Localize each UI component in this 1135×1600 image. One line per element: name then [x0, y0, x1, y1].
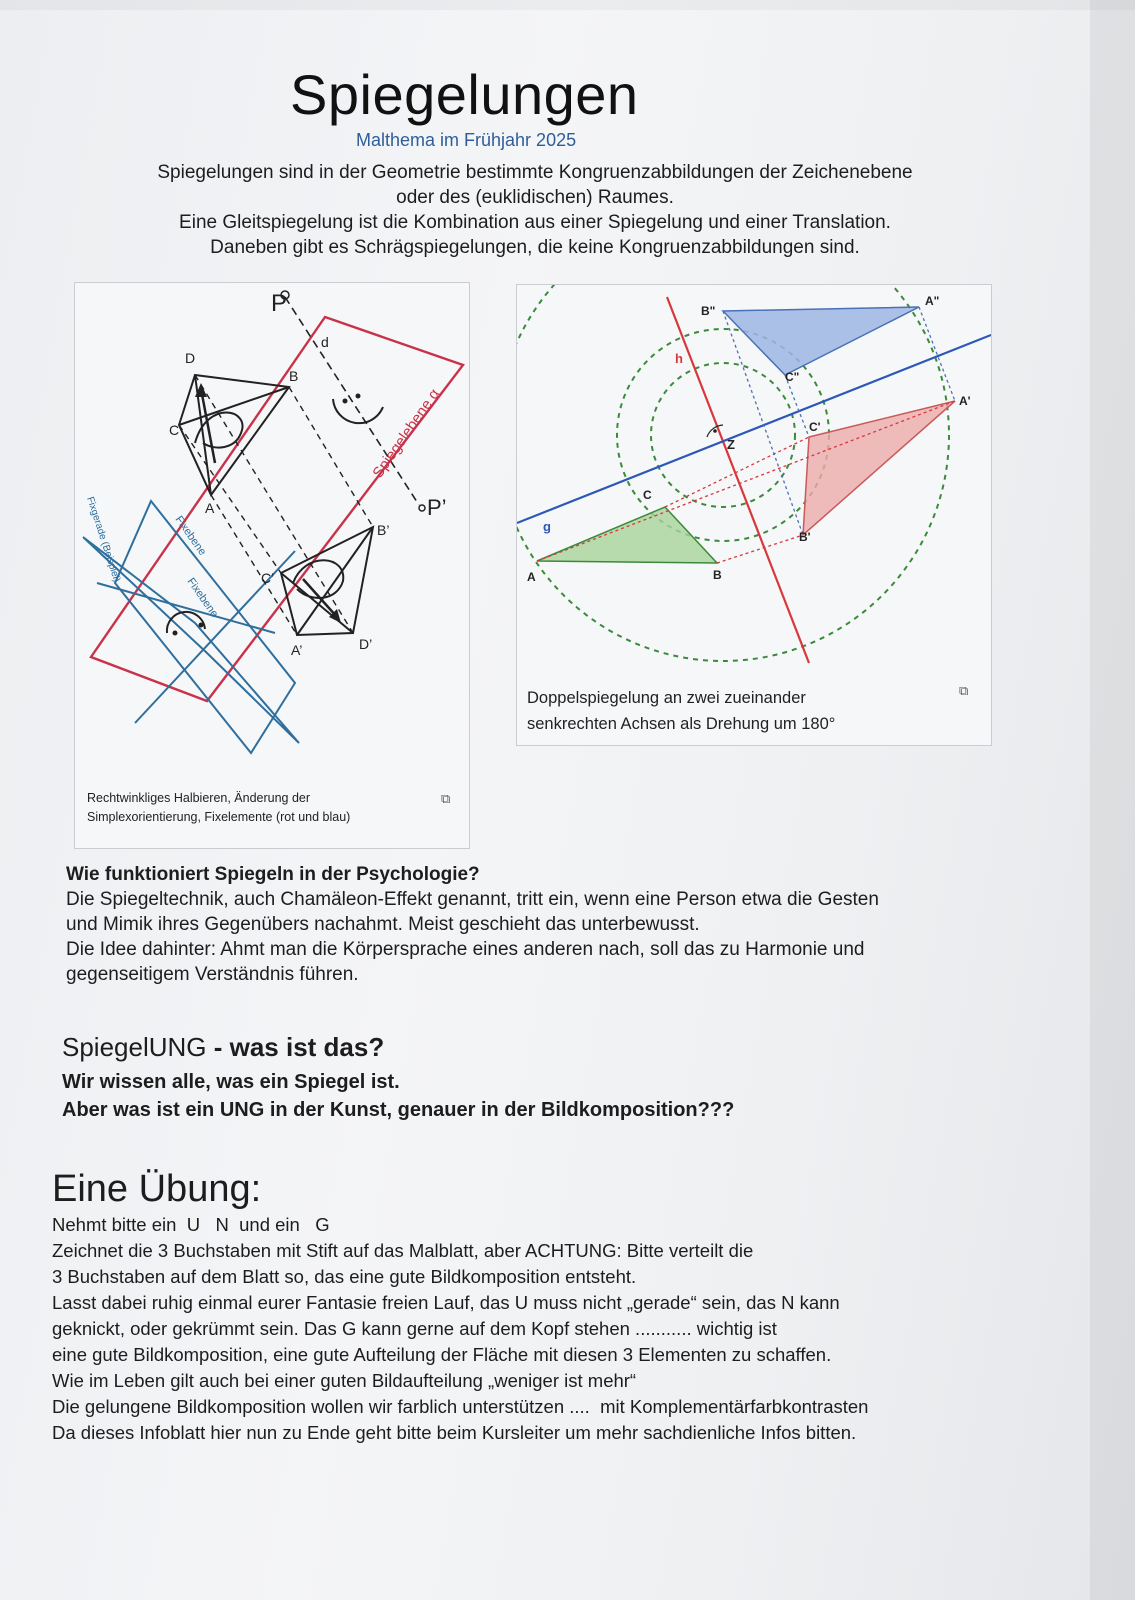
exercise-line: 3 Buchstaben auf dem Blatt so, das eine gute Bildkomposition entsteht.	[52, 1266, 637, 1287]
intro-line: oder des (euklidischen) Raumes.	[396, 187, 674, 208]
exercise-line: Lasst dabei ruhig einmal eurer Fantasie freien Lauf, das U muss nicht „gerade“ sein, das N kann	[52, 1292, 840, 1313]
label-a: A	[205, 500, 215, 516]
page-subtitle: Malthema im Frühjahr 2025	[356, 130, 577, 150]
figure-double-reflection	[516, 284, 992, 746]
caption-line: Rechtwinkliges Halbieren, Änderung der	[87, 791, 311, 805]
ung-heading	[62, 1032, 384, 1063]
exercise-line: Da dieses Infoblatt hier nun zu Ende geht bitte beim Kursleiter um mehr sachdienliche Infos bitten.	[52, 1422, 857, 1443]
label-c1: C'	[809, 420, 821, 434]
tetra-edge	[179, 387, 289, 425]
figure-reflection-plane	[74, 282, 470, 849]
paper-edge	[0, 0, 1135, 10]
caption-line: Simplexorientierung, Fixelemente (rot und blau)	[87, 810, 351, 824]
circle-c	[651, 363, 795, 507]
connector	[289, 387, 373, 527]
connector-a2	[919, 307, 955, 401]
connector	[195, 375, 353, 633]
connector-a	[537, 401, 955, 561]
label-b-prime: B’	[377, 522, 390, 538]
caption-line: senkrechten Achsen als Drehung um 180°	[527, 715, 836, 733]
label-a: A	[527, 570, 536, 584]
double-reflection-diagram	[517, 285, 991, 680]
ung-text	[62, 1068, 734, 1124]
connector	[211, 495, 297, 635]
fix-dot	[173, 631, 178, 636]
label-c2: C"	[785, 370, 800, 384]
triangle-a1b1c1	[803, 401, 955, 535]
psychology-section	[66, 862, 1066, 987]
figure-right-caption	[527, 685, 835, 737]
label-d: D	[185, 350, 196, 366]
exercise-line: eine gute Bildkomposition, eine gute Aufteilung der Fläche mit diesen 3 Elementen zu schaffen.	[52, 1344, 832, 1365]
figure-left-caption	[87, 789, 350, 827]
fix-dot	[199, 623, 204, 628]
exercise-line: Nehmt bitte ein U N und ein G	[52, 1214, 330, 1235]
intro-line: Spiegelungen sind in der Geometrie bestimmte Kongruenzabbildungen der Zeichenebene	[157, 162, 913, 183]
label-d-small: d	[321, 334, 329, 350]
label-spiegelebene: Spiegelebene α	[369, 385, 444, 482]
label-a2: A"	[925, 294, 940, 308]
label-fixgerade: Fixgerade (Beispiel)	[84, 495, 123, 584]
triangle-abc	[537, 507, 717, 563]
label-p-prime: P’	[427, 495, 447, 520]
exercise-line: Wie im Leben gilt auch bei einer guten Bildaufteilung „weniger ist mehr“	[52, 1370, 637, 1391]
expand-icon[interactable]: ⧉	[441, 791, 451, 806]
label-b1: B'	[799, 530, 811, 544]
label-c-prime: C’	[261, 570, 275, 586]
paper-shadow	[1090, 0, 1135, 1600]
label-d-prime: D’	[359, 636, 373, 652]
p-line	[285, 297, 419, 505]
reflection-plane-diagram	[75, 283, 469, 783]
label-p: P	[271, 290, 288, 317]
label-b2: B"	[701, 304, 716, 318]
exercise-line: geknickt, oder gekrümmt sein. Das G kann gerne auf dem Kopf stehen ........... wichtig ist	[52, 1318, 777, 1339]
page-title: Spiegelungen	[290, 63, 639, 126]
label-b: B	[289, 368, 299, 384]
label-c: C	[643, 488, 652, 502]
point-p-prime	[419, 505, 425, 511]
angle-dot	[356, 394, 361, 399]
ung-heading-part1: SpiegelUNG	[62, 1032, 207, 1062]
circle-a	[517, 285, 949, 661]
angle-dot	[713, 429, 717, 433]
ung-line: Aber was ist ein UNG in der Kunst, genauer in der Bildkomposition???	[62, 1099, 735, 1121]
psychology-question: Wie funktioniert Spiegeln in der Psychologie?	[66, 864, 480, 885]
intro-line: Eine Gleitspiegelung ist die Kombination aus einer Spiegelung und einer Translation.	[179, 212, 891, 233]
exercise-heading: Eine Übung:	[52, 1168, 262, 1210]
triangle-a2b2c2	[723, 307, 919, 375]
exercise-line: Zeichnet die 3 Buchstaben mit Stift auf das Malblatt, aber ACHTUNG: Bitte verteilt die	[52, 1240, 754, 1261]
label-a-prime: A’	[291, 642, 303, 658]
psychology-line: Die Idee dahinter: Ahmt man die Körpersprache eines anderen nach, soll das zu Harmonie und	[66, 939, 865, 960]
label-g: g	[543, 519, 551, 534]
label-c: C	[169, 422, 180, 438]
exercise-line: Die gelungene Bildkomposition wollen wir farblich unterstützen .... mit Komplementärfarbkontrasten	[52, 1396, 869, 1417]
label-z: Z	[727, 437, 735, 452]
label-a1: A'	[959, 394, 971, 408]
label-b: B	[713, 568, 722, 582]
label-h: h	[675, 351, 683, 366]
expand-icon[interactable]: ⧉	[959, 683, 969, 698]
ung-heading-part2: - was ist das?	[206, 1032, 385, 1062]
psychology-line: und Mimik ihres Gegenübers nachahmt. Meist geschieht das unterbewusst.	[66, 914, 700, 935]
psychology-line: Die Spiegeltechnik, auch Chamäleon-Effekt genannt, tritt ein, wenn eine Person etwa die Gesten	[66, 889, 879, 910]
caption-line: Doppelspiegelung an zwei zueinander	[527, 689, 806, 707]
ung-line: Wir wissen alle, was ein Spiegel ist.	[62, 1071, 400, 1093]
intro-line: Daneben gibt es Schrägspiegelungen, die keine Kongruenzabbildungen sind.	[210, 237, 860, 258]
label-fixebene-2: Fixebene	[184, 575, 221, 620]
intro-text	[70, 160, 1000, 260]
angle-dot	[343, 399, 348, 404]
exercise-text	[52, 1212, 1092, 1446]
connector-c	[665, 437, 809, 507]
psychology-line: gegenseitigem Verständnis führen.	[66, 964, 359, 985]
label-fixebene-1: Fixebene	[172, 513, 209, 558]
